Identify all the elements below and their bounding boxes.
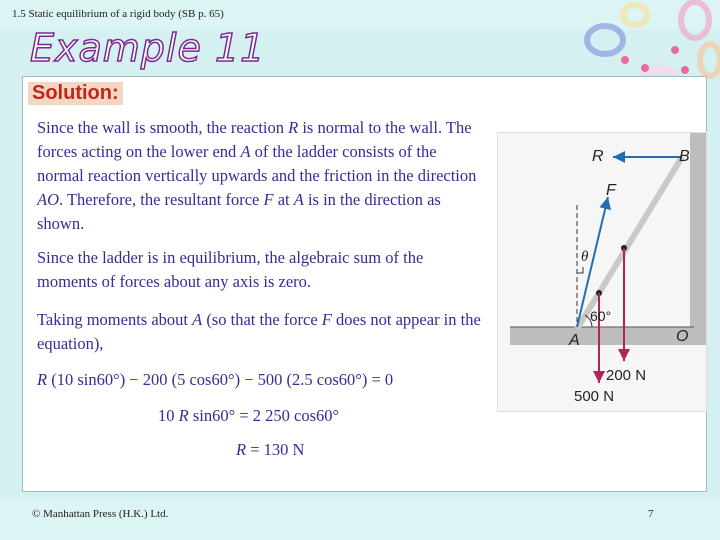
- text: (10 sin60°) − 200 (5 cos60°) − 500 (2.5 cos60°) = 0: [47, 370, 394, 389]
- text: . Therefore, the resultant force: [59, 190, 264, 209]
- section-title: 1.5 Static equilibrium of a rigid body (SB p. 65): [12, 8, 224, 20]
- page-number: 7: [648, 508, 654, 520]
- paragraph-3: [37, 308, 487, 356]
- text: sin60° = 2 250 cos60°: [188, 406, 340, 425]
- label-200N: 200 N: [606, 367, 647, 384]
- ladder-diagram: [498, 133, 706, 411]
- text: (so that the force: [202, 310, 322, 329]
- equation-2: [158, 406, 339, 426]
- solution-label: Solution:: [28, 82, 123, 105]
- paragraph-1: [37, 116, 487, 236]
- label-R: R: [592, 148, 604, 165]
- ladder-figure: [497, 132, 707, 412]
- var-F: F: [263, 190, 274, 209]
- text: = 130 N: [246, 440, 305, 459]
- label-F: F: [606, 182, 616, 199]
- theta-mark: [577, 267, 583, 273]
- var-R: R: [178, 406, 189, 425]
- text: Since the wall is smooth, the reaction: [37, 118, 289, 137]
- var-A: A: [293, 190, 304, 209]
- label-angle-60: 60°: [590, 308, 612, 324]
- text: 10: [158, 406, 179, 425]
- label-theta: θ: [581, 249, 589, 265]
- label-500N: 500 N: [574, 388, 615, 405]
- text: Taking moments about: [37, 310, 193, 329]
- wall: [690, 133, 706, 345]
- label-O: O: [676, 328, 689, 345]
- var-A: A: [240, 142, 251, 161]
- var-R: R: [236, 440, 247, 459]
- var-A: A: [192, 310, 203, 329]
- text: at: [273, 190, 294, 209]
- label-A: A: [569, 332, 580, 349]
- text: does not appear in the equation),: [37, 310, 481, 353]
- text: is in the direction as shown.: [37, 190, 441, 233]
- text: is normal to the wall. The forces acting on the lower end: [37, 118, 472, 161]
- var-F: F: [321, 310, 332, 329]
- var-AO: AO: [37, 190, 59, 209]
- text: of the ladder consists of the normal reaction vertically upwards and the friction in the direction: [37, 142, 477, 185]
- equation-1: [37, 370, 393, 390]
- label-B: B: [679, 148, 690, 165]
- equation-3: [236, 440, 304, 460]
- example-title: Example 11: [30, 26, 266, 70]
- copyright: © Manhattan Press (H.K.) Ltd.: [32, 508, 169, 520]
- paragraph-2: Since the ladder is in equilibrium, the algebraic sum of the moments of forces about any axis is zero.: [37, 248, 424, 291]
- var-R: R: [37, 370, 48, 389]
- ladder: [577, 157, 682, 329]
- var-R: R: [288, 118, 299, 137]
